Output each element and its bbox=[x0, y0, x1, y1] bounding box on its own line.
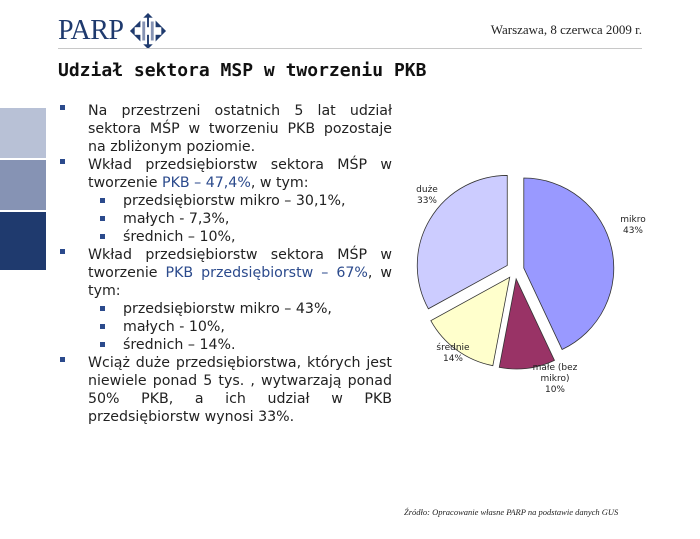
document-date: Warszawa, 8 czerwca 2009 r. bbox=[490, 22, 642, 37]
bullet-text: Wciąż duże przedsiębiorstwa, których jest niewiele ponad 5 tys. , wytwarzają ponad 50% PKB, a ich udział w PKB przedsiębiorstw wynosi 33%. bbox=[88, 355, 392, 425]
parp-logo-mark-icon bbox=[129, 12, 167, 50]
pie-slice-label: małe (bez mikro) 10% bbox=[532, 363, 578, 395]
pie-slice-label: duże 33% bbox=[416, 185, 438, 206]
sub-bullet-text: małych - 7,3%, bbox=[123, 211, 230, 227]
sub-bullet-text: małych - 10%, bbox=[123, 319, 225, 335]
side-stripe-light bbox=[0, 108, 46, 158]
sub-bullet-text: przedsiębiorstw mikro – 43%, bbox=[123, 301, 332, 317]
bullet-text: , w tym: bbox=[250, 175, 309, 191]
bullet-text: , w tym: bbox=[88, 265, 392, 299]
sub-bullet-item bbox=[58, 336, 392, 354]
bullet-item-2 bbox=[58, 156, 392, 192]
sub-bullet-text: przedsiębiorstw mikro – 30,1%, bbox=[123, 193, 346, 209]
parp-logo bbox=[58, 12, 167, 50]
pie-slice-label: średnie 14% bbox=[436, 343, 470, 364]
bullet-text: Na przestrzeni ostatnich 5 lat udział sektora MŚP w tworzeniu PKB pozostaje na zbliżonym poziomie. bbox=[88, 103, 392, 155]
square-bullet-icon bbox=[100, 342, 105, 347]
square-bullet-icon bbox=[100, 306, 105, 311]
sub-bullet-item bbox=[58, 228, 392, 246]
source-note: Źródło: Opracowanie własne PARP na podstawie danych GUS bbox=[404, 507, 619, 517]
pie-chart-svg bbox=[405, 160, 665, 420]
sub-bullet-item bbox=[58, 300, 392, 318]
square-bullet-icon bbox=[100, 324, 105, 329]
bullet-item-3 bbox=[58, 246, 392, 300]
pie-chart bbox=[405, 160, 665, 420]
bullet-list bbox=[58, 102, 392, 426]
square-bullet-icon bbox=[60, 105, 65, 110]
highlight-text: PKB przedsiębiorstw – 67% bbox=[165, 265, 368, 281]
square-bullet-icon bbox=[100, 216, 105, 221]
sub-bullet-item bbox=[58, 192, 392, 210]
square-bullet-icon bbox=[60, 159, 65, 164]
pie-slice-label: mikro 43% bbox=[620, 215, 646, 236]
side-stripe-medium bbox=[0, 160, 46, 210]
highlight-text: PKB – 47,4% bbox=[162, 175, 251, 191]
bullet-item-1 bbox=[58, 102, 392, 156]
sub-bullet-text: średnich – 14%. bbox=[123, 337, 236, 353]
sub-bullet-text: średnich – 10%, bbox=[123, 229, 236, 245]
sub-bullet-item bbox=[58, 318, 392, 336]
square-bullet-icon bbox=[100, 234, 105, 239]
square-bullet-icon bbox=[60, 357, 65, 362]
side-stripe-dark bbox=[0, 212, 46, 270]
bullet-item-4 bbox=[58, 354, 392, 426]
sub-bullet-item bbox=[58, 210, 392, 228]
square-bullet-icon bbox=[60, 249, 65, 254]
bullet-text: Wkład przedsiębiorstw sektora MŚP w tworzenie bbox=[88, 247, 392, 281]
logo-text: PARP bbox=[58, 15, 124, 46]
header-divider bbox=[58, 48, 642, 49]
square-bullet-icon bbox=[100, 198, 105, 203]
bullet-text: Wkład przedsiębiorstw sektora MŚP w tworzenie bbox=[88, 157, 392, 191]
slide-title: Udział sektora MSP w tworzeniu PKB bbox=[58, 60, 427, 81]
